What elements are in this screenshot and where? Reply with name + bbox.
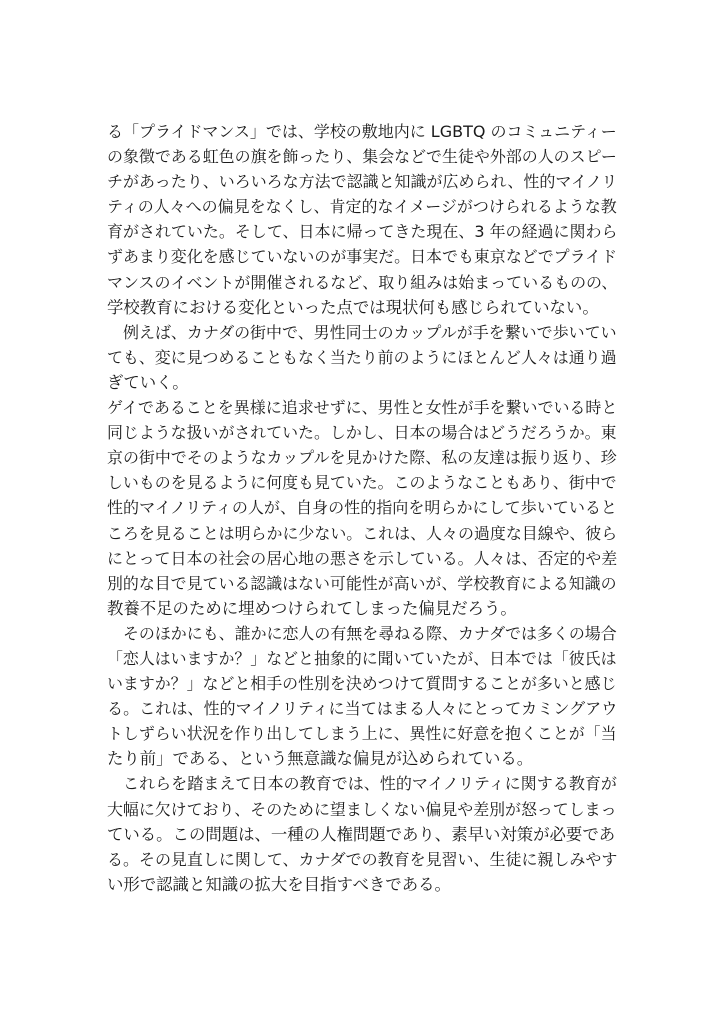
text-line: い形で認識と知識の拡大を目指すべきである。 (107, 874, 451, 894)
text-line: これらを踏まえて日本の教育では、性的マイノリティに関する教育が (107, 774, 617, 794)
text-line: ゲイであることを異様に追求せずに、男性と女性が手を繋いでいる時と (107, 398, 618, 418)
text-line: 育がされていた。そして、日本に帰ってきた現在、3 年の経過に関わら (107, 222, 618, 242)
text-line: ずあまり変化を感じていないのが事実だ。日本でも東京などでプライド (107, 247, 618, 267)
text-line: トしずらい状況を作り出してしまう上に、異性に好意を抱くことが「当 (107, 724, 617, 744)
text-line: チがあったり、いろいろな方法で認識と知識が広められ、性的マイノリ (107, 172, 618, 192)
text-line: そのほかにも、誰かに恋人の有無を尋ねる際、カナダでは多くの場合 (107, 623, 617, 643)
text-line: 例えば、カナダの街中で、男性同士のカップルが手を繋いで歩いてい (107, 322, 617, 342)
text-line: にとって日本の社会の居心地の悪さを示している。人々は、否定的や差 (107, 548, 618, 568)
text-line: ている。この問題は、一種の人権問題であり、素早い対策が必要であ (107, 824, 616, 844)
text-line: ても、変に見つめることもなく当たり前のようにほとんど人々は通り過 (107, 347, 617, 367)
text-line: ころを見ることは明らかに少ない。これは、人々の過度な目線や、彼ら (107, 523, 618, 543)
text-line: しいものを見るように何度も見ていた。このようなこともあり、街中で (107, 473, 617, 493)
text-line: 別的な目で見ている認識はない可能性が高いが、学校教育による知識の (107, 573, 617, 593)
essay-body-text (107, 119, 617, 897)
text-line: る。その見直しに関して、カナダでの教育を見習い、生徒に親しみやす (107, 849, 618, 869)
text-line: 大幅に欠けており、そのために望ましくない偏見や差別が怒ってしまっ (107, 799, 617, 819)
text-line: 京の街中でそのようなカップルを見かけた際、私の友達は振り返り、珍 (107, 448, 617, 468)
text-line: 学校教育における変化といった点では現状何も感じられていない。 (107, 297, 599, 317)
text-line: ティの人々への偏見をなくし、肯定的なイメージがつけられるような教 (107, 197, 617, 217)
text-line: ぎていく。 (107, 372, 189, 392)
text-line: 同じような扱いがされていた。しかし、日本の場合はどうだろうか。東 (107, 423, 617, 443)
text-line: 教養不足のために埋めつけられてしまった偏見だろう。 (107, 598, 517, 618)
text-line: たり前」である、という無意識な偏見が込められている。 (107, 749, 534, 769)
text-line: 性的マイノリティの人が、自身の性的指向を明らかにして歩いていると (107, 498, 617, 518)
text-line: いますか？」などと相手の性別を決めつけて質問することが多いと感じ (107, 674, 617, 694)
text-line: 「恋人はいますか？」などと抽象的に聞いていたが、日本では「彼氏は (107, 648, 617, 668)
text-line: マンスのイベントが開催されるなど、取り組みは始まっているものの、 (107, 272, 618, 292)
text-line: の象徴である虹色の旗を飾ったり、集会などで生徒や外部の人のスピー (107, 147, 617, 167)
text-line: る「プライドマンス」では、学校の敷地内に LGBTQ のコミュニティー (107, 122, 617, 141)
text-line: る。これは、性的マイノリティに当てはまる人々にとってカミングアウ (107, 699, 618, 719)
